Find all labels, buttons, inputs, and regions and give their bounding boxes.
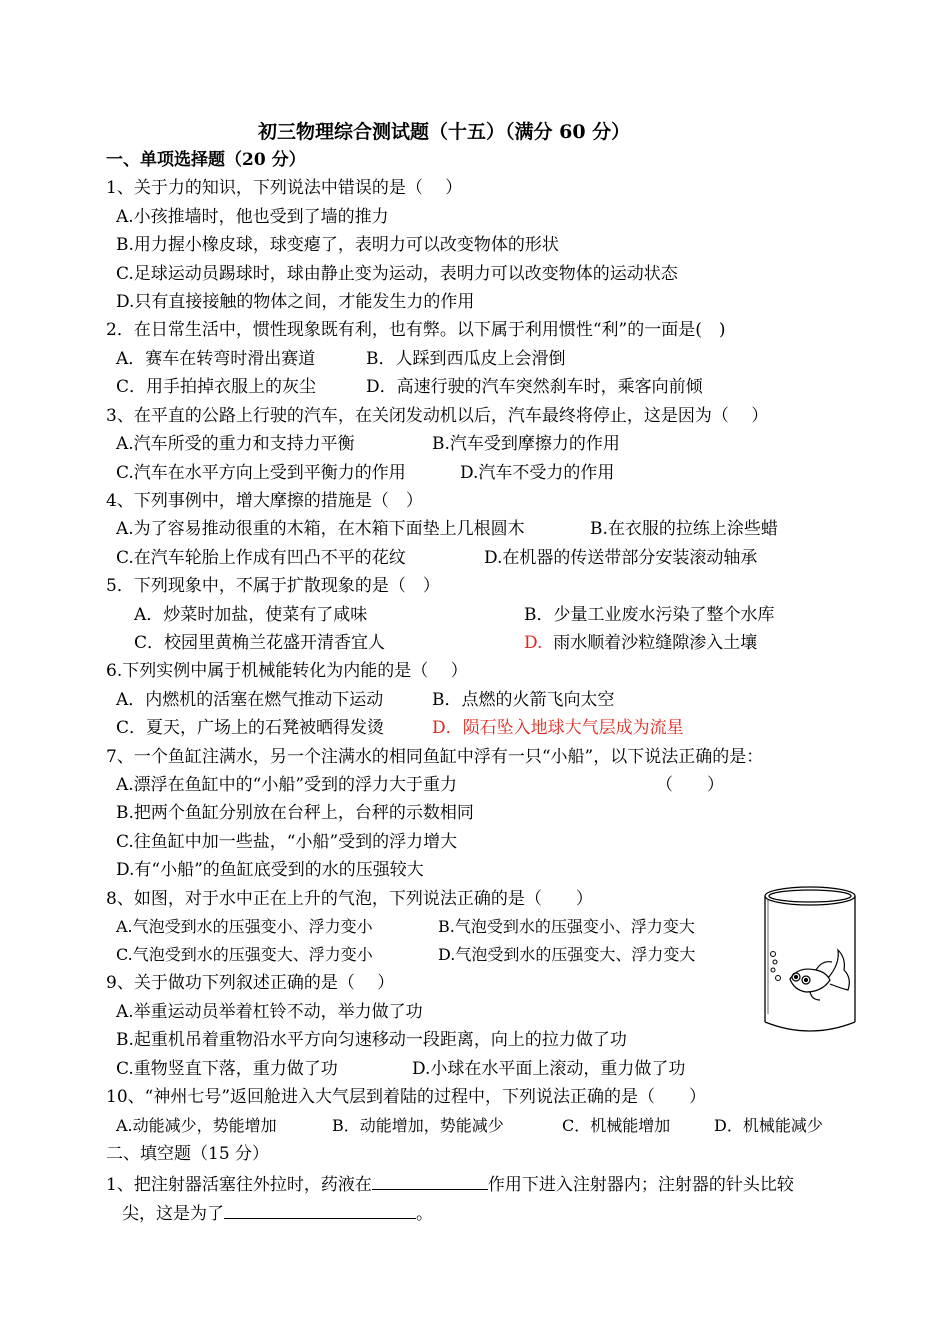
question-7-option-b: B.把两个鱼缸分别放在台秤上，台秤的示数相同 xyxy=(116,803,474,823)
question-8-option-c: C.气泡受到水的压强变大、浮力变小 xyxy=(116,945,373,964)
question-5-option-b: B．少量工业废水污染了整个水库 xyxy=(524,605,775,625)
question-10-stem: 10、“神州七号”返回舱进入大气层到着陆的过程中，下列说法正确的是（ ） xyxy=(106,1087,707,1107)
question-1-stem: 1、关于力的知识，下列说法中错误的是（ ） xyxy=(106,178,463,198)
fill-question-1-text-c: 尖，这是为了 xyxy=(122,1204,224,1224)
answer-blank-2[interactable] xyxy=(224,1201,416,1219)
question-10-option-b: B．动能增加，势能减少 xyxy=(332,1116,504,1135)
question-8-stem: 8、如图，对于水中正在上升的气泡，下列说法正确的是（ ） xyxy=(106,889,593,909)
question-10-option-a: A.动能减少，势能增加 xyxy=(116,1116,277,1135)
question-5-option-c: C．校园里黄桷兰花盛开清香宜人 xyxy=(134,633,386,653)
question-5-option-a: A．炒菜时加盐，使菜有了咸味 xyxy=(134,605,368,625)
question-9-stem: 9、关于做功下列叙述正确的是（ ） xyxy=(106,973,395,993)
question-6-option-c: C．夏天，广场上的石凳被晒得发烫 xyxy=(116,718,385,738)
question-5-option-d xyxy=(524,632,757,654)
question-3-option-c: C.汽车在水平方向上受到平衡力的作用 xyxy=(116,463,406,483)
question-2-option-d: D．高速行驶的汽车突然刹车时，乘客向前倾 xyxy=(366,377,703,397)
question-1-option-c: C.足球运动员踢球时，球由静止变为运动，表明力可以改变物体的运动状态 xyxy=(116,264,678,284)
question-8-option-a: A.气泡受到水的压强变小、浮力变小 xyxy=(116,917,373,936)
question-4-option-b: B.在衣服的拉练上涂些蜡 xyxy=(590,519,778,539)
fill-question-1-line-1 xyxy=(106,1172,794,1196)
question-7-option-d: D.有“小船”的鱼缸底受到的水的压强较大 xyxy=(116,860,424,880)
question-3-stem: 3、在平直的公路上行驶的汽车，在关闭发动机以后，汽车最终将停止，这是因为（ ） xyxy=(106,406,769,426)
question-5-stem: 5．下列现象中，不属于扩散现象的是（ ） xyxy=(106,576,440,596)
bubbles-icon xyxy=(771,952,781,981)
question-3-option-b: B.汽车受到摩擦力的作用 xyxy=(432,434,620,454)
question-9-option-b: B.起重机吊着重物沿水平方向匀速移动一段距离，向上的拉力做了功 xyxy=(116,1030,627,1050)
question-6-option-b: B．点燃的火箭飞向太空 xyxy=(432,690,615,710)
question-1-option-d: D.只有直接接触的物体之间，才能发生力的作用 xyxy=(116,292,475,312)
fill-question-1-line-2 xyxy=(122,1201,433,1225)
question-9-option-a: A.举重运动员举着杠铃不动，举力做了功 xyxy=(116,1002,423,1022)
question-1-option-b: B.用力握小橡皮球，球变瘪了，表明力可以改变物体的形状 xyxy=(116,235,559,255)
question-10-option-c: C．机械能增加 xyxy=(562,1116,671,1135)
section-heading-choice: 一、单项选择题（20 分） xyxy=(106,150,306,170)
question-6-option-a: A．内燃机的活塞在燃气推动下运动 xyxy=(116,690,384,710)
question-10-option-d: D．机械能减少 xyxy=(714,1116,823,1135)
fish-tank-figure xyxy=(760,884,860,1036)
question-2-option-a: A．赛车在转弯时滑出赛道 xyxy=(116,349,316,369)
question-7-option-a: A.漂浮在鱼缸中的“小船”受到的浮力大于重力 xyxy=(116,775,458,795)
question-4-option-a: A.为了容易推动很重的木箱，在木箱下面垫上几根圆木 xyxy=(116,519,525,539)
question-8-option-d: D.气泡受到水的压强变大、浮力变大 xyxy=(438,945,696,964)
question-1-option-a: A.小孩推墙时，他也受到了墙的推力 xyxy=(116,207,389,227)
question-9-option-c: C.重物竖直下落，重力做了功 xyxy=(116,1059,338,1079)
question-7-option-c: C.往鱼缸中加一些盐，“小船”受到的浮力增大 xyxy=(116,832,458,852)
goldfish-icon xyxy=(790,950,849,1000)
question-3-option-a: A.汽车所受的重力和支持力平衡 xyxy=(116,434,355,454)
question-9-option-d: D.小球在水平面上滚动，重力做了功 xyxy=(412,1059,686,1079)
section-heading-fill: 二、填空题（15 分） xyxy=(106,1144,270,1164)
question-8-option-b: B.气泡受到水的压强变小、浮力变大 xyxy=(438,917,695,936)
question-5-option-d-text: 雨水顺着沙粒缝隙渗入土壤 xyxy=(553,633,758,653)
question-4-option-d: D.在机器的传送带部分安装滚动轴承 xyxy=(484,548,758,568)
question-2-stem: 2．在日常生活中，惯性现象既有利，也有弊。以下属于利用惯性“利”的一面是( ) xyxy=(106,320,726,340)
question-2-option-b: B．人踩到西瓜皮上会滑倒 xyxy=(366,349,566,369)
fill-question-1-text-a: 1、把注射器活塞往外拉时，药液在 xyxy=(106,1175,372,1195)
question-6-option-d: D．陨石坠入地球大气层成为流星 xyxy=(432,718,684,738)
fill-question-1-text-d: 。 xyxy=(416,1204,433,1224)
question-7-stem: 7、一个鱼缸注满水，另一个注满水的相同鱼缸中浮有一只“小船”，以下说法正确的是： xyxy=(106,747,764,767)
answer-blank-1[interactable] xyxy=(372,1172,488,1190)
question-7-answer-paren: （ ） xyxy=(656,775,724,795)
question-4-stem: 4、下列事例中，增大摩擦的措施是（ ） xyxy=(106,491,423,511)
page-title: 初三物理综合测试题（十五）（满分 60 分） xyxy=(258,121,631,143)
question-4-option-c: C.在汽车轮胎上作成有凹凸不平的花纹 xyxy=(116,548,406,568)
question-5-option-d-letter: D. xyxy=(524,633,543,653)
fill-question-1-text-b: 作用下进入注射器内；注射器的针头比较 xyxy=(487,1175,794,1195)
question-2-option-c: C．用手拍掉衣服上的灰尘 xyxy=(116,377,317,397)
question-3-option-d: D.汽车不受力的作用 xyxy=(460,463,615,483)
question-6-stem: 6.下列实例中属于机械能转化为内能的是（ ） xyxy=(106,661,468,681)
